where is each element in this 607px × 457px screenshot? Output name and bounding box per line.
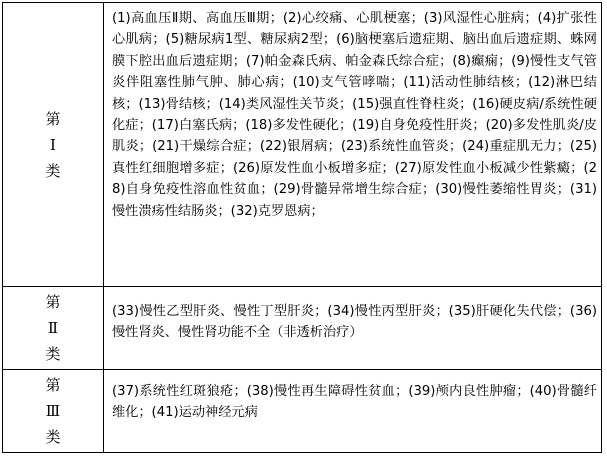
category-label-line: 第 — [45, 109, 61, 128]
disease-list-cell: (1)高血压Ⅱ期、高血压Ⅲ期；(2)心绞痛、心肌梗塞；(3)风湿性心脏病；(4)扩张性心肌病；(5)糖尿病1型、糖尿病2型；(6)脑梗塞后遗症期、脑出血后遗症期、蛛网膜下腔出血后遗症期；(7)帕金森氏病、帕金森氏综合症；(8)癫痫；(9)慢性支气管炎伴阻塞性肺气肿、肺心病；(10)支气管哮喘；(11)活动性肺结核；(12)淋巴结核；(13)骨结核；(14)类风湿性关节炎；(15)强直性脊柱炎；(16)硬皮病/系统性硬化症；(17)白塞氏病；(18)多发性硬化；(19)自身免疫性肝炎；(20)多发性肌炎/皮肌炎；(21)干燥综合症；(22)银屑病；(23)系统性血管炎；(24)重症肌无力；(25)真性红细胞增多症；(26)原发性血小板增多症；(27)原发性血小板减少性紫癜；(28)自身免疫性溶血性贫血；(29)骨髓异常增生综合症；(30)慢性萎缩性胃炎；(31)慢性溃疡性结肠炎；(32)克罗恩病； — [104, 3, 602, 287]
category-label-line: 类 — [45, 345, 61, 363]
category-label-line: Ⅲ — [45, 402, 61, 420]
category-label-cell — [3, 287, 104, 370]
category-label-cell — [3, 370, 104, 453]
disease-category-table — [2, 2, 602, 453]
disease-list-cell: (33)慢性乙型肝炎、慢性丁型肝炎；(34)慢性丙型肝炎；(35)肝硬化失代偿；(36)慢性肾炎、慢性肾功能不全（非透析治疗） — [104, 287, 602, 370]
category-label-line: 类 — [45, 161, 61, 180]
table-row-category-3 — [3, 370, 602, 453]
table-row-category-1 — [3, 3, 602, 287]
category-label-line: 第 — [45, 293, 61, 311]
category-label-cell — [3, 3, 104, 287]
category-label-line: 第 — [45, 376, 61, 394]
category-label-line: Ⅰ — [50, 135, 56, 154]
table-row-category-2 — [3, 287, 602, 370]
category-label-line: Ⅱ — [47, 319, 59, 337]
disease-list-cell: (37)系统性红斑狼疮；(38)慢性再生障碍性贫血；(39)颅内良性肿瘤；(40)骨髓纤维化；(41)运动神经元病 — [104, 370, 602, 453]
category-label-line: 类 — [45, 428, 61, 446]
